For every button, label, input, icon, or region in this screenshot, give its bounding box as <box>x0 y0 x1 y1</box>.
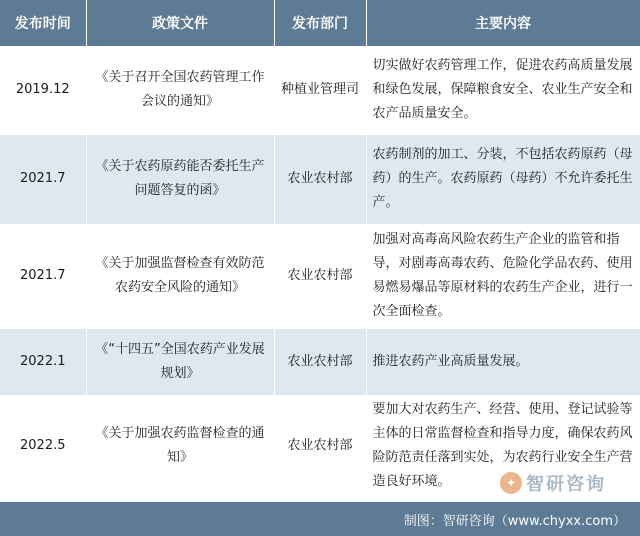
header-department: 发布部门 <box>274 0 366 46</box>
cell-document: 《关于加强农药监督检查的通知》 <box>86 395 274 497</box>
watermark-text: 智研咨询 <box>526 474 606 495</box>
cell-department: 农业农村部 <box>274 224 366 328</box>
header-document: 政策文件 <box>86 0 274 46</box>
table-row <box>0 224 640 328</box>
cell-date: 2022.1 <box>0 328 86 395</box>
cell-department: 农业农村部 <box>274 328 366 395</box>
footer-bar <box>0 502 640 536</box>
cell-document: 《关于加强监督检查有效防范农药安全风险的通知》 <box>86 224 274 328</box>
cell-content: 农药制剂的加工、分装，不包括农药原药（母药）的生产。农药原药（母药）不允许委托生产。 <box>366 134 640 224</box>
cell-content: 切实做好农药管理工作，促进农药高质量发展和绿色发展，保障粮食安全、农业生产安全和农产品质量安全。 <box>366 46 640 134</box>
table-row <box>0 328 640 395</box>
cell-department: 种植业管理司 <box>274 46 366 134</box>
cell-department: 农业农村部 <box>274 395 366 497</box>
cell-content: 加强对高毒高风险农药生产企业的监管和指导，对剧毒高毒农药、危险化学品农药、使用易燃易爆品等原材料的农药生产企业，进行一次全面检查。 <box>366 224 640 328</box>
header-date: 发布时间 <box>0 0 86 46</box>
cell-department: 农业农村部 <box>274 134 366 224</box>
cell-document: 《关于召开全国农药管理工作会议的通知》 <box>86 46 274 134</box>
cell-date: 2021.7 <box>0 134 86 224</box>
cell-content: 推进农药产业高质量发展。 <box>366 328 640 395</box>
table-header-row <box>0 0 640 46</box>
table-row <box>0 134 640 224</box>
cell-date: 2021.7 <box>0 224 86 328</box>
source-credit: 制图：智研咨询（www.chyxx.com） <box>403 514 626 529</box>
cell-date: 2022.5 <box>0 395 86 497</box>
watermark <box>500 470 606 496</box>
cell-document: 《关于农药原药能否委托生产问题答复的函》 <box>86 134 274 224</box>
cell-content: 要加大对农药生产、经营、使用、登记试验等主体的日常监督检查和指导力度，确保农药风险防范责任落到实处，为农药行业安全生产营造良好环境。 <box>366 395 640 497</box>
cell-date: 2019.12 <box>0 46 86 134</box>
brand-logo-icon: ✦ <box>500 472 522 494</box>
header-content: 主要内容 <box>366 0 640 46</box>
table-row <box>0 46 640 134</box>
cell-document: 《“十四五”全国农药产业发展规划》 <box>86 328 274 395</box>
